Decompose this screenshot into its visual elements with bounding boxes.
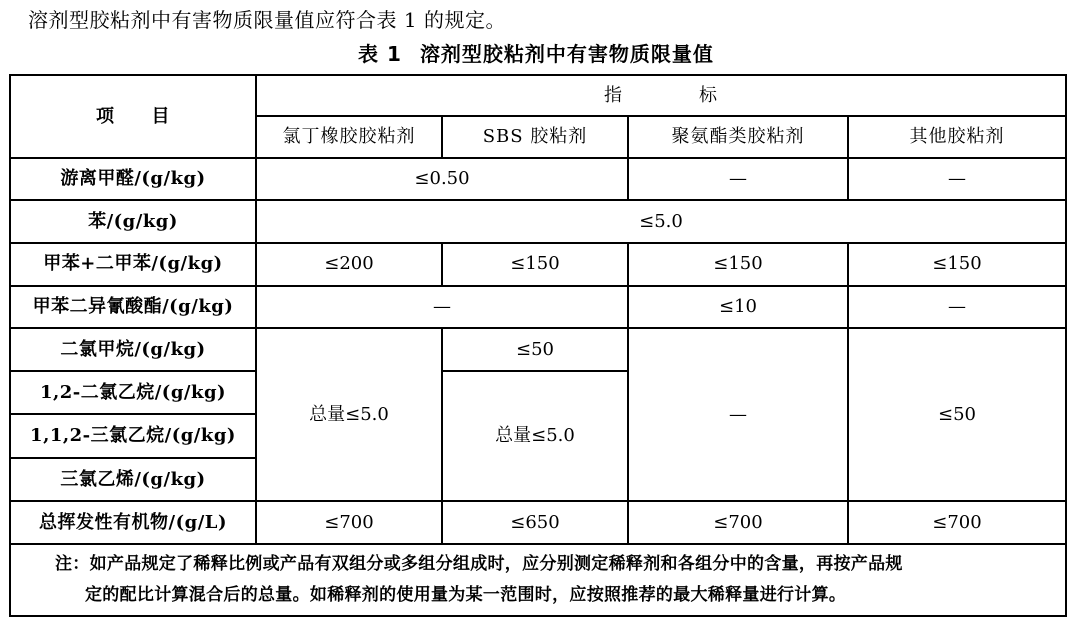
row-label-dichloroethane: 1,2-二氯乙烷/(g/kg) xyxy=(10,371,256,414)
cell-value: ≤150 xyxy=(848,243,1066,286)
table-row xyxy=(10,328,1066,370)
cell-value: ≤700 xyxy=(848,501,1066,543)
table-row xyxy=(10,286,1066,328)
row-label-benzene: 苯/(g/kg) xyxy=(10,200,256,242)
cell-value: — xyxy=(256,286,628,328)
col-header-polyurethane: 聚氨酯类胶粘剂 xyxy=(628,116,848,157)
table-row xyxy=(10,158,1066,200)
note-line-1: 注：如产品规定了稀释比例或产品有双组分或多组分组成时，应分别测定稀释剂和各组分中的含量，再按产品规 xyxy=(55,553,903,574)
cell-value: — xyxy=(628,328,848,501)
cell-value: — xyxy=(848,286,1066,328)
cell-value: ≤650 xyxy=(442,501,628,543)
cell-value: ≤700 xyxy=(628,501,848,543)
row-label-formaldehyde: 游离甲醛/(g/kg) xyxy=(10,158,256,200)
table-number: 表 1 xyxy=(358,42,402,66)
row-label-trichloroethane: 1,1,2-三氯乙烷/(g/kg) xyxy=(10,414,256,457)
table-note xyxy=(10,544,1066,616)
cell-value: — xyxy=(628,158,848,200)
cell-value: ≤700 xyxy=(256,501,442,543)
col-header-other: 其他胶粘剂 xyxy=(848,116,1066,157)
table-row xyxy=(10,243,1066,286)
cell-value: ≤150 xyxy=(442,243,628,286)
col-header-neoprene: 氯丁橡胶胶粘剂 xyxy=(256,116,442,157)
cell-value: ≤200 xyxy=(256,243,442,286)
table-title: 溶剂型胶粘剂中有害物质限量值 xyxy=(419,42,714,66)
cell-value: 总量≤5.0 xyxy=(256,328,442,501)
table-caption xyxy=(0,38,1072,67)
intro-paragraph: 溶剂型胶粘剂中有害物质限量值应符合表 1 的规定。 xyxy=(28,8,506,32)
note-line-2: 定的配比计算混合后的总量。如稀释剂的使用量为某一范围时，应按照推荐的最大稀释量进行计算。 xyxy=(85,584,847,605)
cell-value: ≤5.0 xyxy=(256,200,1066,242)
cell-value: ≤50 xyxy=(442,328,628,370)
index-header: 指 标 xyxy=(256,75,1066,116)
row-label-toluene-xylene: 甲苯+二甲苯/(g/kg) xyxy=(10,243,256,286)
row-label-tdi: 甲苯二异氰酸酯/(g/kg) xyxy=(10,286,256,328)
row-label-trichloroethylene: 三氯乙烯/(g/kg) xyxy=(10,458,256,501)
cell-value: ≤50 xyxy=(848,328,1066,501)
table-row xyxy=(10,200,1066,242)
cell-value: ≤10 xyxy=(628,286,848,328)
col-header-sbs: SBS 胶粘剂 xyxy=(442,116,628,157)
row-label-dichloromethane: 二氯甲烷/(g/kg) xyxy=(10,328,256,370)
cell-value: ≤150 xyxy=(628,243,848,286)
cell-value: 总量≤5.0 xyxy=(442,371,628,501)
cell-value: — xyxy=(848,158,1066,200)
item-header: 项 目 xyxy=(10,75,256,158)
row-label-voc: 总挥发性有机物/(g/L) xyxy=(10,501,256,543)
limits-table xyxy=(9,74,1067,617)
cell-value: ≤0.50 xyxy=(256,158,628,200)
table-row xyxy=(10,501,1066,543)
